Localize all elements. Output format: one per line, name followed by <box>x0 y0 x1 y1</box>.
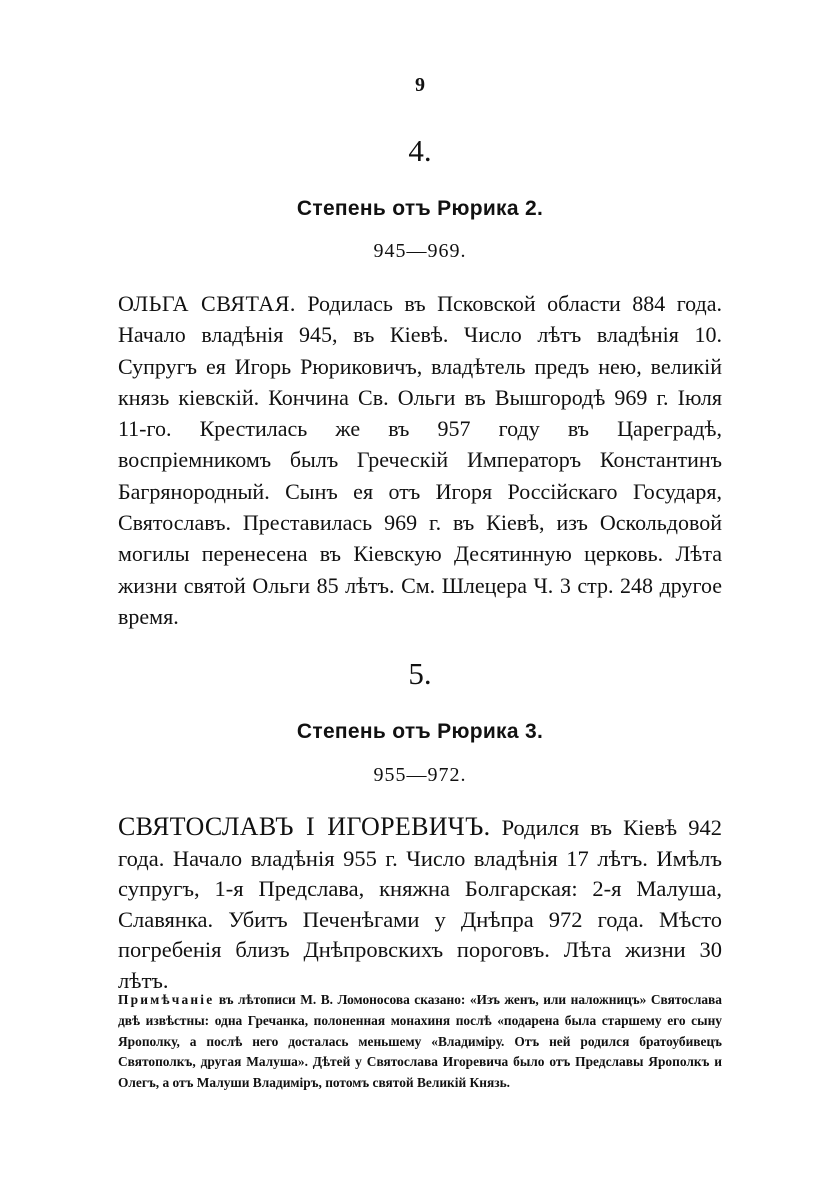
entry-name: ОЛЬГА СВЯТАЯ. <box>118 291 296 316</box>
entry-text: Родился въ Кіевѣ 942 года. Начало владѣнія 955 г. Число владѣнія 17 лѣтъ. Имѣлъ супругъ, 1-я Предслава, княжна Болгарская: 2-я Малуша, Славянка. Убитъ Печенѣгами у Днѣпра 972 года. Мѣсто погребенія близъ Днѣпровскихъ пороговъ. Лѣта жизни 30 лѣтъ. <box>118 815 723 993</box>
footnote <box>118 990 722 1094</box>
section-degree: Степень отъ Рюрика 3. <box>296 720 544 743</box>
section-number: 5. <box>408 656 432 691</box>
entry-name: СВЯТОСЛАВЪ I ИГОРЕВИЧЪ. <box>118 812 491 841</box>
section-years: 955—972. <box>373 764 467 786</box>
footnote-lead: Примѣчаніе <box>118 992 215 1007</box>
section-entry <box>118 812 722 996</box>
entry-text: Родилась въ Псковской области 884 года. Начало владѣнія 945, въ Кіевѣ. Число лѣтъ владѣнія 10. Супругъ ея Игорь Рюриковичъ, владѣтель предъ нею, великій князь кіевскій. Кончина Св. Ольги въ Вышгородѣ 969 г. Іюля 11-го. Крестилась же въ 957 году въ Цареградѣ, воспріемникомъ былъ Греческій Императоръ Константинъ Багрянородный. Сынъ ея отъ Игоря Россійскаго Государя, Святославъ. Преставилась 969 г. въ Кіевѣ, изъ Оскольдовой могилы перенесена въ Кіевскую Десятинную церковь. Лѣта жизни святой Ольги 85 лѣтъ. См. Шлецера Ч. 3 стр. 248 другое время. <box>118 291 722 629</box>
section-degree: Степень отъ Рюрика 2. <box>296 197 544 220</box>
section-number: 4. <box>408 133 432 168</box>
section-years: 945—969. <box>373 240 467 262</box>
footnote-text: въ лѣтописи М. В. Ломоносова сказано: «Изъ женъ, или наложницъ» Святослава двѣ извѣстны: одна Гречанка, полоненная монахиня послѣ «подарена была старшему его сыну Ярополку, а послѣ него досталась меньшему «Владиміру. Отъ ней родился братоубивецъ Святополкъ, другая Малуша». Дѣтей у Святослава Игоревича было отъ Предславы Ярополкъ и Олегъ, а отъ Малуши Владиміръ, потомъ святой Великій Князь. <box>118 992 722 1091</box>
page-number: 9 <box>415 74 425 96</box>
section-entry <box>118 288 722 632</box>
